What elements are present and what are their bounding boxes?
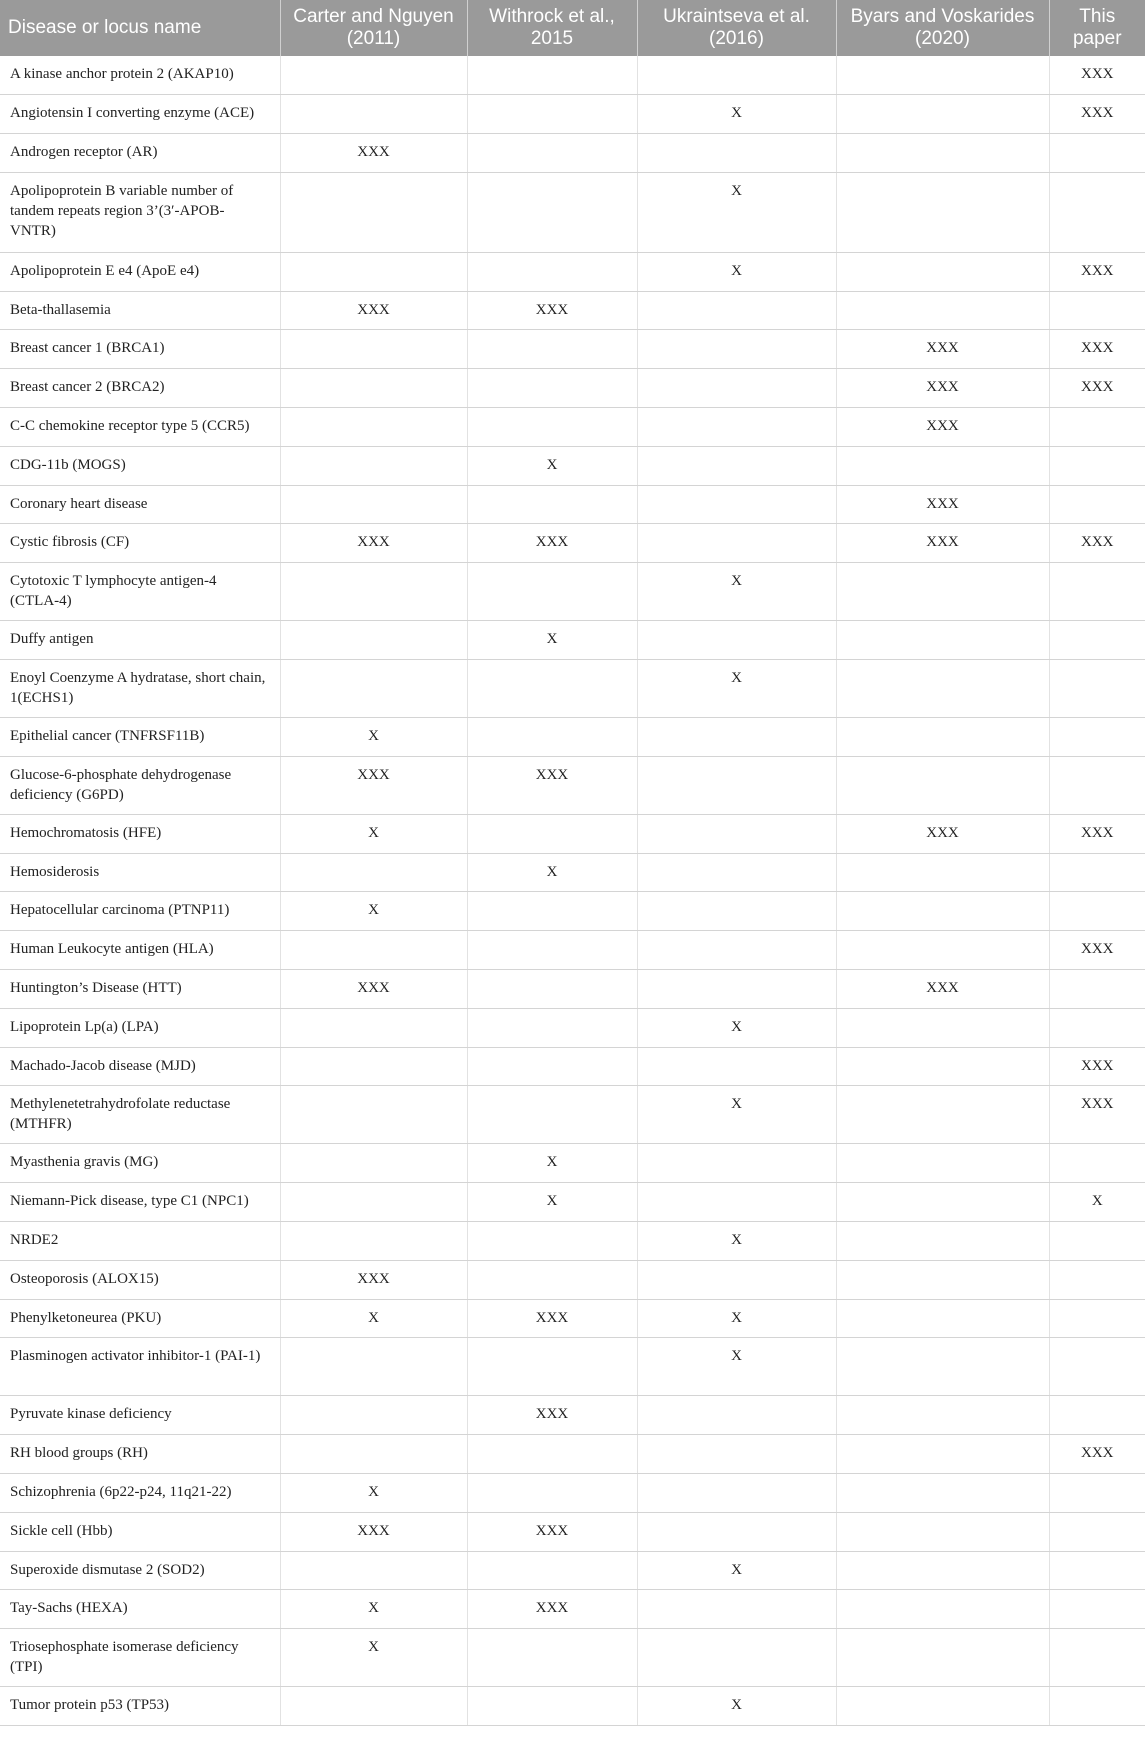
cell-carter-nguyen [280,446,467,485]
cell-this-paper [1049,1512,1145,1551]
cell-carter-nguyen [280,369,467,408]
cell-withrock: X [467,1144,637,1183]
table-header [0,0,1145,56]
cell-ukraintseva: X [637,1687,836,1726]
cell-ukraintseva [637,369,836,408]
cell-disease-name: Breast cancer 1 (BRCA1) [0,330,280,369]
cell-carter-nguyen [280,56,467,95]
cell-byars-voskarides [836,1260,1049,1299]
cell-carter-nguyen [280,95,467,134]
table-row [0,172,1145,252]
cell-ukraintseva [637,291,836,330]
cell-disease-name: Duffy antigen [0,621,280,660]
cell-carter-nguyen [280,330,467,369]
cell-withrock [467,1474,637,1513]
cell-ukraintseva [637,970,836,1009]
cell-carter-nguyen [280,485,467,524]
cell-withrock [467,1551,637,1590]
cell-this-paper: XXX [1049,1086,1145,1144]
cell-ukraintseva [637,1629,836,1687]
cell-ukraintseva [637,892,836,931]
cell-ukraintseva: X [637,563,836,621]
cell-ukraintseva [637,1512,836,1551]
cell-this-paper [1049,485,1145,524]
table-row [0,330,1145,369]
cell-disease-name: Plasminogen activator inhibitor-1 (PAI-1) [0,1338,280,1396]
cell-this-paper [1049,134,1145,173]
cell-carter-nguyen [280,1183,467,1222]
cell-withrock: XXX [467,291,637,330]
cell-this-paper [1049,621,1145,660]
cell-ukraintseva [637,1396,836,1435]
cell-this-paper [1049,446,1145,485]
cell-ukraintseva [637,1474,836,1513]
table-row [0,446,1145,485]
cell-carter-nguyen: XXX [280,524,467,563]
cell-byars-voskarides [836,1687,1049,1726]
cell-disease-name: Hemosiderosis [0,853,280,892]
table-row [0,252,1145,291]
table-row [0,1183,1145,1222]
cell-withrock [467,563,637,621]
cell-this-paper [1049,1260,1145,1299]
cell-withrock: XXX [467,524,637,563]
cell-carter-nguyen [280,1222,467,1261]
cell-withrock [467,56,637,95]
cell-disease-name: Coronary heart disease [0,485,280,524]
cell-carter-nguyen [280,621,467,660]
cell-disease-name: Myasthenia gravis (MG) [0,1144,280,1183]
cell-carter-nguyen: X [280,1474,467,1513]
cell-withrock [467,172,637,252]
cell-disease-name: Enoyl Coenzyme A hydratase, short chain, 1(ECHS1) [0,660,280,718]
cell-byars-voskarides [836,1590,1049,1629]
table-row [0,853,1145,892]
cell-withrock [467,660,637,718]
cell-disease-name: Schizophrenia (6p22-p24, 11q21-22) [0,1474,280,1513]
cell-disease-name: Apolipoprotein E e4 (ApoE e4) [0,252,280,291]
cell-byars-voskarides [836,1222,1049,1261]
cell-this-paper [1049,1008,1145,1047]
cell-withrock [467,1338,637,1396]
cell-this-paper: XXX [1049,369,1145,408]
cell-ukraintseva: X [637,1222,836,1261]
table-row [0,1590,1145,1629]
table-row [0,660,1145,718]
cell-carter-nguyen [280,252,467,291]
cell-byars-voskarides [836,1144,1049,1183]
cell-disease-name: Tay-Sachs (HEXA) [0,1590,280,1629]
table-row [0,1260,1145,1299]
cell-carter-nguyen [280,1008,467,1047]
cell-carter-nguyen: X [280,814,467,853]
cell-ukraintseva [637,446,836,485]
cell-withrock [467,1222,637,1261]
cell-withrock [467,1435,637,1474]
table-row [0,756,1145,814]
table-row [0,291,1145,330]
cell-disease-name: Cystic fibrosis (CF) [0,524,280,563]
cell-this-paper [1049,660,1145,718]
cell-this-paper [1049,1474,1145,1513]
table-row [0,1435,1145,1474]
cell-byars-voskarides [836,931,1049,970]
cell-disease-name: Human Leukocyte antigen (HLA) [0,931,280,970]
cell-this-paper [1049,1551,1145,1590]
cell-this-paper: XXX [1049,1047,1145,1086]
table-row [0,1008,1145,1047]
cell-withrock [467,1008,637,1047]
cell-ukraintseva: X [637,1086,836,1144]
cell-disease-name: Glucose-6-phosphate dehydrogenase deficiency (G6PD) [0,756,280,814]
cell-byars-voskarides: XXX [836,369,1049,408]
cell-disease-name: Pyruvate kinase deficiency [0,1396,280,1435]
cell-carter-nguyen: X [280,1629,467,1687]
cell-carter-nguyen [280,408,467,447]
cell-ukraintseva [637,931,836,970]
cell-carter-nguyen [280,1435,467,1474]
table-row [0,485,1145,524]
cell-byars-voskarides [836,1338,1049,1396]
cell-carter-nguyen: XXX [280,1512,467,1551]
cell-ukraintseva [637,524,836,563]
cell-byars-voskarides: XXX [836,408,1049,447]
cell-byars-voskarides [836,252,1049,291]
cell-this-paper [1049,1144,1145,1183]
cell-this-paper [1049,853,1145,892]
cell-ukraintseva [637,718,836,757]
cell-byars-voskarides [836,660,1049,718]
cell-this-paper [1049,172,1145,252]
cell-withrock [467,1687,637,1726]
cell-withrock [467,814,637,853]
cell-ukraintseva: X [637,95,836,134]
cell-byars-voskarides: XXX [836,330,1049,369]
cell-disease-name: Phenylketoneurea (PKU) [0,1299,280,1338]
header-carter-nguyen: Carter and Nguyen (2011) [280,0,467,56]
cell-byars-voskarides [836,1512,1049,1551]
cell-ukraintseva [637,134,836,173]
cell-this-paper: XXX [1049,330,1145,369]
cell-disease-name: Methylenetetrahydrofolate reductase (MTHFR) [0,1086,280,1144]
cell-byars-voskarides: XXX [836,970,1049,1009]
cell-byars-voskarides [836,1008,1049,1047]
cell-byars-voskarides [836,172,1049,252]
cell-ukraintseva [637,1435,836,1474]
cell-withrock: XXX [467,1299,637,1338]
table-row [0,408,1145,447]
cell-this-paper: XXX [1049,814,1145,853]
cell-withrock: XXX [467,1512,637,1551]
cell-carter-nguyen [280,1396,467,1435]
cell-carter-nguyen [280,931,467,970]
cell-carter-nguyen: XXX [280,756,467,814]
cell-withrock [467,1047,637,1086]
table-row [0,1144,1145,1183]
cell-this-paper [1049,1629,1145,1687]
cell-byars-voskarides [836,56,1049,95]
table-row [0,1687,1145,1726]
cell-this-paper [1049,1590,1145,1629]
cell-ukraintseva [637,56,836,95]
cell-byars-voskarides [836,621,1049,660]
cell-disease-name: A kinase anchor protein 2 (AKAP10) [0,56,280,95]
table-row [0,970,1145,1009]
cell-carter-nguyen: XXX [280,1260,467,1299]
cell-withrock [467,408,637,447]
cell-disease-name: Hepatocellular carcinoma (PTNP11) [0,892,280,931]
cell-ukraintseva [637,1260,836,1299]
cell-ukraintseva [637,485,836,524]
cell-ukraintseva [637,1590,836,1629]
cell-this-paper: XXX [1049,1435,1145,1474]
cell-this-paper [1049,291,1145,330]
cell-disease-name: Osteoporosis (ALOX15) [0,1260,280,1299]
cell-ukraintseva: X [637,660,836,718]
table-row [0,931,1145,970]
cell-byars-voskarides [836,1086,1049,1144]
cell-this-paper [1049,408,1145,447]
cell-ukraintseva [637,408,836,447]
cell-this-paper: XXX [1049,95,1145,134]
cell-withrock: X [467,853,637,892]
cell-withrock: X [467,446,637,485]
cell-ukraintseva [637,1183,836,1222]
cell-ukraintseva [637,814,836,853]
cell-ukraintseva: X [637,1008,836,1047]
header-this-paper: This paper [1049,0,1145,56]
table-row [0,814,1145,853]
cell-disease-name: Tumor protein p53 (TP53) [0,1687,280,1726]
cell-disease-name: C-C chemokine receptor type 5 (CCR5) [0,408,280,447]
cell-carter-nguyen [280,1144,467,1183]
cell-byars-voskarides [836,95,1049,134]
cell-carter-nguyen: XXX [280,134,467,173]
cell-ukraintseva: X [637,1299,836,1338]
cell-this-paper: X [1049,1183,1145,1222]
table-row [0,524,1145,563]
cell-carter-nguyen [280,660,467,718]
cell-byars-voskarides: XXX [836,524,1049,563]
cell-byars-voskarides [836,718,1049,757]
cell-this-paper: XXX [1049,524,1145,563]
cell-disease-name: Sickle cell (Hbb) [0,1512,280,1551]
cell-disease-name: Lipoprotein Lp(a) (LPA) [0,1008,280,1047]
table-row [0,1222,1145,1261]
cell-ukraintseva: X [637,1551,836,1590]
cell-disease-name: Apolipoprotein B variable number of tandem repeats region 3’(3′-APOB-VNTR) [0,172,280,252]
table-row [0,1551,1145,1590]
cell-withrock [467,892,637,931]
table-body [0,56,1145,1726]
cell-withrock [467,931,637,970]
table-row [0,95,1145,134]
header-disease-name: Disease or locus name [0,0,280,56]
table-row [0,1047,1145,1086]
cell-carter-nguyen: X [280,718,467,757]
cell-withrock: XXX [467,1590,637,1629]
cell-this-paper [1049,563,1145,621]
cell-this-paper [1049,756,1145,814]
table-row [0,563,1145,621]
cell-this-paper [1049,1338,1145,1396]
cell-withrock: XXX [467,756,637,814]
cell-carter-nguyen: XXX [280,970,467,1009]
cell-byars-voskarides [836,1551,1049,1590]
table-row [0,1512,1145,1551]
cell-byars-voskarides: XXX [836,485,1049,524]
cell-disease-name: Cytotoxic T lymphocyte antigen-4 (CTLA-4) [0,563,280,621]
cell-withrock [467,369,637,408]
cell-this-paper [1049,1299,1145,1338]
cell-carter-nguyen: X [280,892,467,931]
cell-disease-name: Androgen receptor (AR) [0,134,280,173]
cell-carter-nguyen [280,172,467,252]
cell-this-paper: XXX [1049,56,1145,95]
cell-carter-nguyen: X [280,1299,467,1338]
cell-withrock [467,134,637,173]
cell-byars-voskarides: XXX [836,814,1049,853]
cell-disease-name: CDG-11b (MOGS) [0,446,280,485]
cell-byars-voskarides [836,134,1049,173]
header-byars-voskarides: Byars and Voskarides (2020) [836,0,1049,56]
cell-byars-voskarides [836,1396,1049,1435]
table-row [0,1629,1145,1687]
table-row [0,1086,1145,1144]
cell-byars-voskarides [836,1474,1049,1513]
cell-this-paper [1049,1687,1145,1726]
cell-carter-nguyen [280,1551,467,1590]
cell-carter-nguyen [280,1086,467,1144]
cell-disease-name: Beta-thallasemia [0,291,280,330]
cell-withrock [467,330,637,369]
cell-disease-name: Epithelial cancer (TNFRSF11B) [0,718,280,757]
table-row [0,892,1145,931]
cell-this-paper [1049,892,1145,931]
cell-withrock [467,1260,637,1299]
cell-ukraintseva [637,1047,836,1086]
cell-withrock: X [467,621,637,660]
cell-carter-nguyen [280,1687,467,1726]
header-row [0,0,1145,56]
cell-this-paper [1049,1222,1145,1261]
table-row [0,134,1145,173]
cell-carter-nguyen: XXX [280,291,467,330]
cell-disease-name: NRDE2 [0,1222,280,1261]
table-row [0,1396,1145,1435]
cell-this-paper: XXX [1049,252,1145,291]
cell-withrock [467,1629,637,1687]
cell-withrock: XXX [467,1396,637,1435]
cell-carter-nguyen [280,563,467,621]
table-row [0,1474,1145,1513]
cell-withrock: X [467,1183,637,1222]
cell-withrock [467,970,637,1009]
cell-byars-voskarides [836,446,1049,485]
cell-disease-name: Niemann-Pick disease, type C1 (NPC1) [0,1183,280,1222]
cell-disease-name: Hemochromatosis (HFE) [0,814,280,853]
cell-withrock [467,95,637,134]
cell-byars-voskarides [836,892,1049,931]
cell-this-paper [1049,1396,1145,1435]
cell-carter-nguyen: X [280,1590,467,1629]
table-row [0,718,1145,757]
cell-byars-voskarides [836,1047,1049,1086]
cell-disease-name: Triosephosphate isomerase deficiency (TPI) [0,1629,280,1687]
cell-disease-name: RH blood groups (RH) [0,1435,280,1474]
cell-byars-voskarides [836,756,1049,814]
cell-disease-name: Machado-Jacob disease (MJD) [0,1047,280,1086]
cell-this-paper: XXX [1049,931,1145,970]
cell-byars-voskarides [836,1435,1049,1474]
cell-ukraintseva: X [637,172,836,252]
cell-withrock [467,252,637,291]
cell-this-paper [1049,718,1145,757]
cell-ukraintseva [637,853,836,892]
table-row [0,1338,1145,1396]
table-row [0,621,1145,660]
cell-disease-name: Superoxide dismutase 2 (SOD2) [0,1551,280,1590]
cell-byars-voskarides [836,1299,1049,1338]
cell-byars-voskarides [836,853,1049,892]
cell-ukraintseva [637,756,836,814]
cell-byars-voskarides [836,1629,1049,1687]
cell-byars-voskarides [836,563,1049,621]
cell-withrock [467,485,637,524]
header-ukraintseva: Ukraintseva et al. (2016) [637,0,836,56]
cell-disease-name: Huntington’s Disease (HTT) [0,970,280,1009]
cell-ukraintseva [637,1144,836,1183]
cell-byars-voskarides [836,1183,1049,1222]
cell-byars-voskarides [836,291,1049,330]
cell-this-paper [1049,970,1145,1009]
table-row [0,369,1145,408]
table-row [0,1299,1145,1338]
cell-disease-name: Angiotensin I converting enzyme (ACE) [0,95,280,134]
cell-disease-name: Breast cancer 2 (BRCA2) [0,369,280,408]
header-withrock: Withrock et al., 2015 [467,0,637,56]
cell-withrock [467,1086,637,1144]
cell-carter-nguyen [280,853,467,892]
cell-ukraintseva [637,330,836,369]
table-row [0,56,1145,95]
cell-ukraintseva [637,621,836,660]
cell-carter-nguyen [280,1047,467,1086]
cell-carter-nguyen [280,1338,467,1396]
cell-ukraintseva: X [637,252,836,291]
cell-withrock [467,718,637,757]
cell-ukraintseva: X [637,1338,836,1396]
